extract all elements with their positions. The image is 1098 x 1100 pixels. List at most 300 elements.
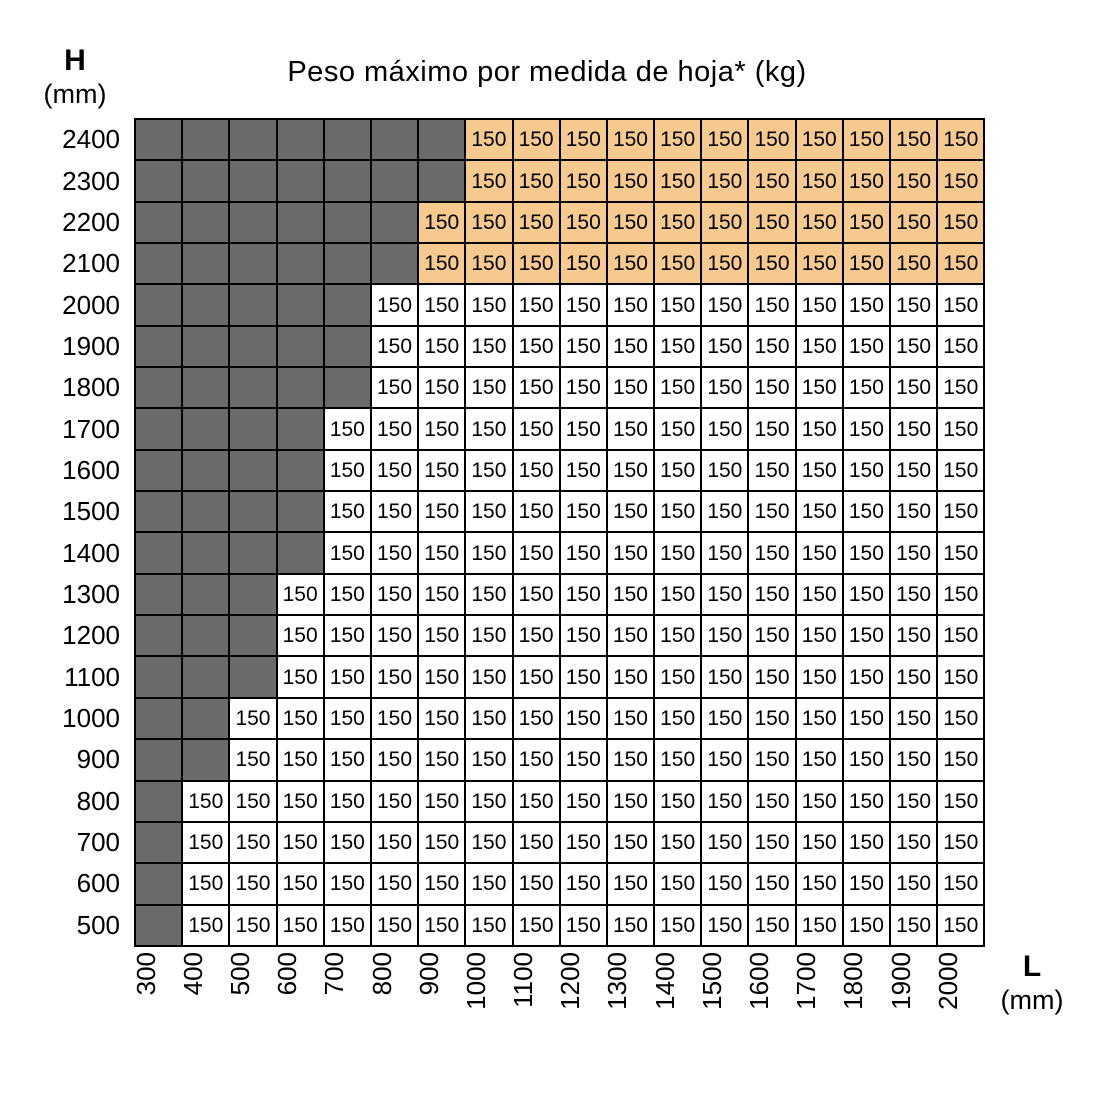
cell-blocked [418,160,465,201]
cell-weight: 150 [513,574,560,615]
cell-blocked [371,160,418,201]
cell-weight-highlight: 150 [560,202,607,243]
cell-blocked [135,491,182,532]
cell-weight: 150 [843,615,890,656]
table-row [0,243,984,284]
cell-blocked [182,284,229,325]
cell-weight: 150 [465,326,512,367]
cell-weight: 150 [701,905,748,946]
cell-weight-highlight: 150 [465,202,512,243]
cell-weight: 150 [748,450,795,491]
cell-weight: 150 [418,739,465,780]
cell-weight: 150 [607,326,654,367]
cell-blocked [324,160,371,201]
cell-weight: 150 [890,326,937,367]
cell-weight: 150 [560,615,607,656]
cell-weight: 150 [371,781,418,822]
cell-weight-highlight: 150 [654,160,701,201]
cell-weight: 150 [560,532,607,573]
cell-weight: 150 [937,326,984,367]
cell-weight: 150 [843,656,890,697]
cell-blocked [229,243,276,284]
cell-weight-highlight: 150 [843,243,890,284]
cell-blocked [135,822,182,863]
cell-blocked [135,243,182,284]
cell-blocked [229,491,276,532]
cell-weight: 150 [796,284,843,325]
cell-blocked [135,326,182,367]
y-tick-label: 1900 [62,330,120,361]
cell-weight: 150 [937,739,984,780]
cell-weight: 150 [937,284,984,325]
cell-weight: 150 [890,905,937,946]
cell-weight: 150 [748,656,795,697]
cell-weight: 150 [465,532,512,573]
x-tick-label: 1900 [885,952,916,1010]
x-tick-label: 500 [224,952,255,996]
cell-weight: 150 [748,574,795,615]
cell-blocked [182,326,229,367]
cell-weight: 150 [843,574,890,615]
cell-weight: 150 [182,905,229,946]
cell-weight: 150 [890,450,937,491]
cell-blocked [135,739,182,780]
cell-weight: 150 [890,491,937,532]
cell-weight-highlight: 150 [890,243,937,284]
cell-blocked [135,160,182,201]
x-tick-label: 1400 [649,952,680,1010]
cell-weight: 150 [560,863,607,904]
cell-weight: 150 [513,863,560,904]
table-row [0,326,984,367]
cell-weight-highlight: 150 [890,160,937,201]
y-tick-label: 1100 [64,661,120,692]
cell-weight: 150 [796,615,843,656]
x-tick-label: 1200 [555,952,586,1010]
cell-weight: 150 [890,781,937,822]
cell-weight-highlight: 150 [560,160,607,201]
table-row [0,491,984,532]
cell-weight: 150 [371,532,418,573]
cell-weight: 150 [843,822,890,863]
cell-blocked [371,119,418,160]
cell-weight: 150 [607,863,654,904]
cell-weight: 150 [371,863,418,904]
cell-blocked [324,367,371,408]
cell-weight: 150 [277,781,324,822]
cell-weight-highlight: 150 [796,243,843,284]
x-tick-label: 2000 [932,952,963,1010]
cell-weight: 150 [513,615,560,656]
cell-weight: 150 [277,698,324,739]
cell-blocked [324,119,371,160]
cell-weight-highlight: 150 [937,202,984,243]
cell-weight: 150 [418,367,465,408]
cell-weight: 150 [513,781,560,822]
cell-weight: 150 [937,532,984,573]
cell-blocked [182,367,229,408]
cell-weight: 150 [607,615,654,656]
cell-weight: 150 [937,450,984,491]
cell-weight: 150 [937,491,984,532]
cell-weight: 150 [701,532,748,573]
cell-weight: 150 [465,408,512,449]
cell-weight: 150 [654,698,701,739]
cell-weight: 150 [937,574,984,615]
cell-weight: 150 [654,905,701,946]
cell-weight-highlight: 150 [748,119,795,160]
x-tick-slot [830,952,877,1010]
cell-weight: 150 [418,284,465,325]
cell-weight: 150 [890,574,937,615]
cell-weight: 150 [418,326,465,367]
cell-weight: 150 [324,615,371,656]
cell-blocked [182,532,229,573]
cell-weight: 150 [277,739,324,780]
cell-weight-highlight: 150 [937,160,984,201]
cell-weight: 150 [748,408,795,449]
y-tick-label: 700 [76,827,120,858]
cell-weight: 150 [607,905,654,946]
cell-weight: 150 [418,781,465,822]
cell-weight: 150 [607,532,654,573]
x-axis-unit: (mm) [1000,984,1064,1015]
cell-weight: 150 [843,698,890,739]
cell-weight-highlight: 150 [701,119,748,160]
cell-weight: 150 [701,656,748,697]
cell-weight-highlight: 150 [843,160,890,201]
cell-blocked [277,408,324,449]
cell-weight: 150 [277,574,324,615]
cell-weight: 150 [748,615,795,656]
cell-weight: 150 [371,450,418,491]
y-tick-label: 1500 [62,496,120,527]
cell-weight: 150 [371,656,418,697]
table-row [0,822,984,863]
cell-weight: 150 [465,450,512,491]
cell-weight: 150 [654,822,701,863]
cell-weight-highlight: 150 [937,119,984,160]
cell-weight: 150 [229,781,276,822]
cell-weight: 150 [418,532,465,573]
cell-weight: 150 [843,284,890,325]
table-row [0,450,984,491]
cell-blocked [229,119,276,160]
cell-blocked [277,160,324,201]
cell-weight: 150 [937,863,984,904]
cell-blocked [324,202,371,243]
cell-blocked [182,408,229,449]
cell-weight: 150 [937,615,984,656]
cell-blocked [182,119,229,160]
cell-weight: 150 [701,739,748,780]
cell-weight: 150 [890,698,937,739]
cell-weight: 150 [371,491,418,532]
y-tick-label: 2400 [62,124,120,155]
cell-blocked [182,574,229,615]
cell-weight: 150 [796,450,843,491]
cell-weight: 150 [560,781,607,822]
cell-weight: 150 [371,367,418,408]
cell-weight: 150 [890,656,937,697]
y-tick-label: 1300 [62,578,120,609]
cell-blocked [229,574,276,615]
cell-weight-highlight: 150 [748,243,795,284]
cell-weight: 150 [701,491,748,532]
cell-weight: 150 [796,863,843,904]
cell-weight: 150 [513,905,560,946]
cell-weight: 150 [607,822,654,863]
cell-blocked [229,284,276,325]
cell-weight: 150 [937,408,984,449]
x-tick-label: 1700 [791,952,822,1010]
cell-weight-highlight: 150 [607,243,654,284]
cell-weight: 150 [796,408,843,449]
cell-weight-highlight: 150 [796,160,843,201]
cell-weight: 150 [277,905,324,946]
table-row [0,284,984,325]
cell-weight: 150 [843,781,890,822]
cell-blocked [135,284,182,325]
cell-weight: 150 [937,656,984,697]
cell-weight: 150 [371,284,418,325]
cell-weight: 150 [324,574,371,615]
cell-blocked [135,574,182,615]
cell-weight: 150 [418,450,465,491]
cell-weight: 150 [371,408,418,449]
cell-weight: 150 [465,781,512,822]
x-tick-slot [216,952,263,1010]
cell-weight: 150 [560,408,607,449]
cell-blocked [229,450,276,491]
cell-weight: 150 [324,822,371,863]
cell-weight: 150 [371,739,418,780]
cell-weight-highlight: 150 [654,119,701,160]
cell-weight: 150 [937,367,984,408]
cell-weight-highlight: 150 [513,202,560,243]
cell-weight: 150 [701,450,748,491]
cell-weight: 150 [654,863,701,904]
cell-weight: 150 [324,532,371,573]
cell-weight: 150 [607,367,654,408]
cell-weight: 150 [701,781,748,822]
x-tick-label: 400 [177,952,208,996]
cell-blocked [277,119,324,160]
cell-weight: 150 [890,367,937,408]
cell-weight: 150 [654,781,701,822]
cell-blocked [229,408,276,449]
cell-weight: 150 [843,739,890,780]
cell-blocked [229,367,276,408]
x-tick-slot [500,952,547,1010]
cell-weight: 150 [324,905,371,946]
cell-weight-highlight: 150 [890,202,937,243]
cell-weight: 150 [890,863,937,904]
x-tick-slot [594,952,641,1010]
cell-weight-highlight: 150 [513,243,560,284]
x-tick-slot [358,952,405,1010]
cell-weight: 150 [607,739,654,780]
y-axis-letter: H [64,44,86,77]
cell-weight: 150 [560,574,607,615]
chart-title: Peso máximo por medida de hoja* (kg) [287,56,807,88]
cell-weight: 150 [560,905,607,946]
cell-weight: 150 [229,822,276,863]
table-row [0,905,984,946]
cell-blocked [135,698,182,739]
cell-weight: 150 [560,739,607,780]
x-tick-slot [547,952,594,1010]
cell-weight: 150 [843,450,890,491]
cell-weight: 150 [890,822,937,863]
cell-weight: 150 [513,450,560,491]
cell-weight: 150 [748,822,795,863]
cell-weight: 150 [748,739,795,780]
cell-weight-highlight: 150 [748,202,795,243]
cell-weight-highlight: 150 [843,202,890,243]
cell-weight: 150 [654,656,701,697]
cell-weight-highlight: 150 [465,160,512,201]
x-tick-label: 800 [366,952,397,996]
cell-weight: 150 [796,822,843,863]
cell-blocked [277,284,324,325]
cell-weight: 150 [654,408,701,449]
cell-weight: 150 [890,532,937,573]
cell-weight: 150 [418,656,465,697]
table-row [0,367,984,408]
cell-weight-highlight: 150 [796,119,843,160]
weight-table-body [0,119,984,946]
x-tick-slot [877,952,924,1010]
cell-weight-highlight: 150 [701,202,748,243]
y-tick-label: 1700 [62,413,120,444]
cell-weight: 150 [796,326,843,367]
cell-weight: 150 [465,739,512,780]
cell-weight: 150 [465,822,512,863]
cell-blocked [277,367,324,408]
cell-weight: 150 [418,905,465,946]
cell-blocked [182,698,229,739]
cell-weight: 150 [701,284,748,325]
cell-weight: 150 [465,367,512,408]
x-tick-slot [641,952,688,1010]
cell-weight: 150 [371,615,418,656]
cell-weight-highlight: 150 [513,160,560,201]
cell-blocked [277,491,324,532]
x-tick-label: 1000 [460,952,491,1010]
cell-weight: 150 [654,574,701,615]
cell-weight: 150 [748,863,795,904]
x-tick-slot [783,952,830,1010]
cell-blocked [182,491,229,532]
cell-blocked [182,450,229,491]
cell-weight: 150 [607,698,654,739]
cell-weight: 150 [418,615,465,656]
cell-blocked [182,202,229,243]
cell-weight: 150 [513,698,560,739]
cell-weight: 150 [607,284,654,325]
cell-weight: 150 [843,367,890,408]
cell-weight: 150 [182,781,229,822]
cell-blocked [182,615,229,656]
y-axis-title [28,44,122,110]
cell-blocked [277,532,324,573]
cell-blocked [277,243,324,284]
x-tick-slot [169,952,216,1010]
table-row [0,781,984,822]
cell-weight: 150 [229,863,276,904]
x-tick-label: 900 [413,952,444,996]
cell-weight: 150 [465,698,512,739]
cell-weight: 150 [513,367,560,408]
cell-weight: 150 [843,532,890,573]
cell-blocked [418,119,465,160]
y-tick-label: 1800 [62,372,120,403]
cell-weight-highlight: 150 [607,202,654,243]
cell-weight-highlight: 150 [654,202,701,243]
cell-weight: 150 [513,326,560,367]
cell-blocked [229,615,276,656]
cell-weight: 150 [560,491,607,532]
x-tick-slot [688,952,735,1010]
cell-weight: 150 [701,574,748,615]
table-row [0,863,984,904]
cell-weight: 150 [701,698,748,739]
x-tick-slot [311,952,358,1010]
table-row [0,532,984,573]
cell-weight: 150 [937,822,984,863]
x-tick-slot [924,952,971,1010]
cell-weight: 150 [465,615,512,656]
y-tick-label: 800 [76,785,120,816]
cell-weight: 150 [748,532,795,573]
cell-weight: 150 [607,408,654,449]
x-tick-slot [735,952,782,1010]
x-tick-label: 300 [130,952,161,996]
cell-weight: 150 [796,656,843,697]
cell-weight: 150 [748,781,795,822]
cell-weight: 150 [513,822,560,863]
cell-weight: 150 [701,863,748,904]
cell-blocked [135,202,182,243]
cell-weight: 150 [654,284,701,325]
cell-weight: 150 [465,574,512,615]
y-tick-label: 2000 [62,289,120,320]
cell-weight: 150 [654,491,701,532]
cell-weight: 150 [843,905,890,946]
cell-weight: 150 [182,822,229,863]
y-tick-label: 1600 [62,454,120,485]
cell-blocked [135,408,182,449]
cell-weight: 150 [796,739,843,780]
cell-weight: 150 [513,656,560,697]
cell-weight: 150 [607,491,654,532]
cell-weight: 150 [229,905,276,946]
cell-weight: 150 [371,698,418,739]
cell-weight-highlight: 150 [418,202,465,243]
table-row [0,160,984,201]
cell-blocked [229,202,276,243]
cell-weight: 150 [465,905,512,946]
cell-weight: 150 [465,656,512,697]
weight-table [0,118,985,947]
cell-weight: 150 [796,574,843,615]
y-tick-label: 1400 [62,537,120,568]
cell-blocked [182,160,229,201]
cell-weight-highlight: 150 [465,119,512,160]
cell-weight: 150 [843,326,890,367]
cell-weight: 150 [560,698,607,739]
